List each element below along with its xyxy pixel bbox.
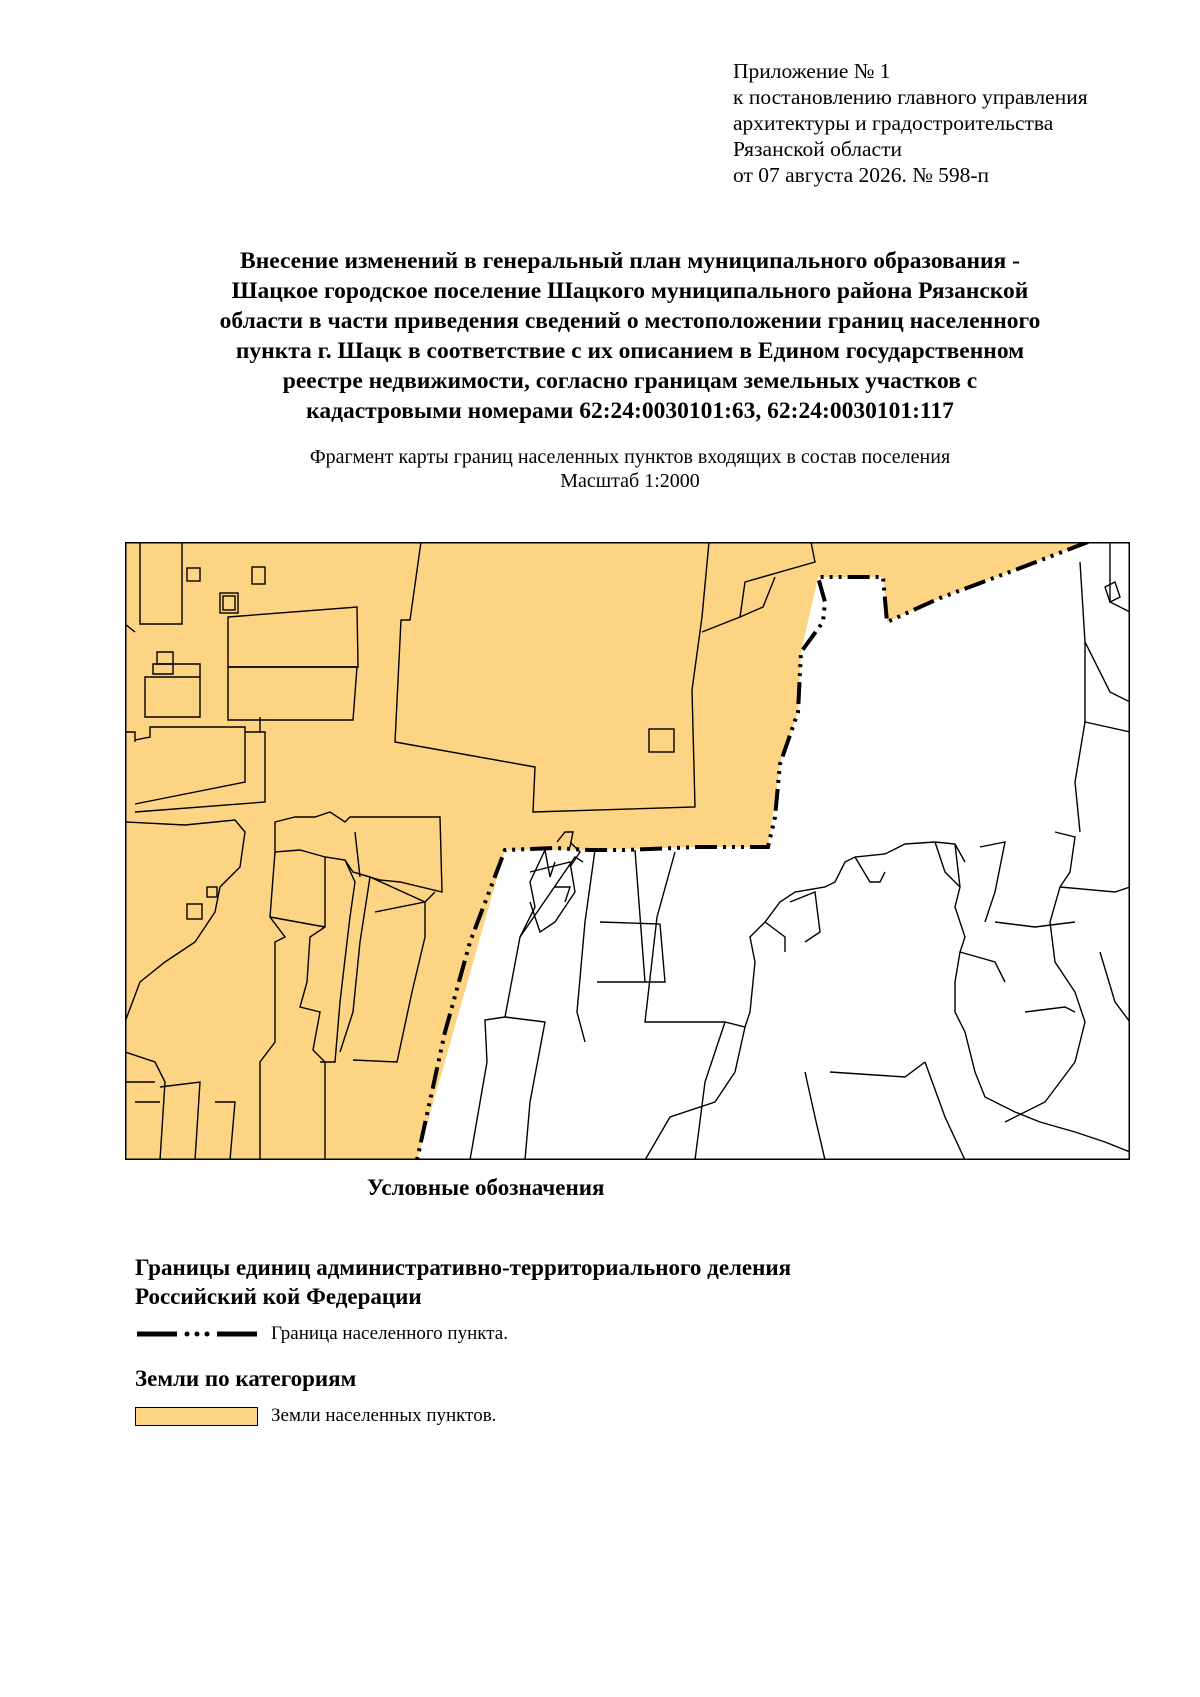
map-caption bbox=[140, 445, 1120, 493]
appendix-line: к постановлению главного управления bbox=[733, 85, 1088, 109]
title-line: области в части приведения сведений о местоположении границ населенного bbox=[219, 308, 1041, 334]
title-line: реестре недвижимости, согласно границам земельных участков с bbox=[282, 368, 978, 394]
settlement-lands-swatch bbox=[135, 1407, 258, 1426]
title-line: кадастровыми номерами 62:24:0030101:63, 62:24:0030101:117 bbox=[306, 398, 954, 424]
boundary-map bbox=[125, 542, 1130, 1160]
title-line: пункта г. Шацк в соответствие с их описанием в Едином государственном bbox=[235, 338, 1025, 364]
title-line: Шацкое городское поселение Шацкого муниципального района Рязанской bbox=[231, 278, 1029, 304]
document-title bbox=[140, 246, 1120, 426]
settlement-lands-label: Земли населенных пунктов. bbox=[271, 1405, 497, 1426]
fragment-caption: Фрагмент карты границ населенных пунктов входящих в состав поселения bbox=[309, 446, 951, 468]
legend-settlement-row bbox=[135, 1404, 735, 1428]
legend-lands-group: Земли по категориям bbox=[135, 1366, 357, 1391]
appendix-line: Рязанской области bbox=[733, 137, 902, 161]
appendix-line: от 07 августа 2026. № 598-п bbox=[733, 163, 990, 187]
legend-admin-line1: Границы единиц административно-территориального деления bbox=[135, 1255, 792, 1280]
boundary-line-swatch bbox=[135, 1324, 258, 1344]
legend-admin-line2: Российский кой Федерации bbox=[135, 1284, 422, 1309]
legend-admin-group bbox=[135, 1253, 791, 1311]
appendix-header bbox=[733, 58, 1173, 188]
boundary-label: Граница населенного пункта. bbox=[271, 1323, 508, 1344]
title-line: Внесение изменений в генеральный план муниципального образования - bbox=[240, 248, 1020, 274]
appendix-line: Приложение № 1 bbox=[733, 59, 891, 83]
legend-title: Условные обозначения bbox=[367, 1175, 605, 1200]
scale-caption: Масштаб 1:2000 bbox=[560, 470, 700, 492]
legend-boundary-row bbox=[135, 1322, 735, 1346]
appendix-line: архитектуры и градостроительства bbox=[733, 111, 1054, 135]
